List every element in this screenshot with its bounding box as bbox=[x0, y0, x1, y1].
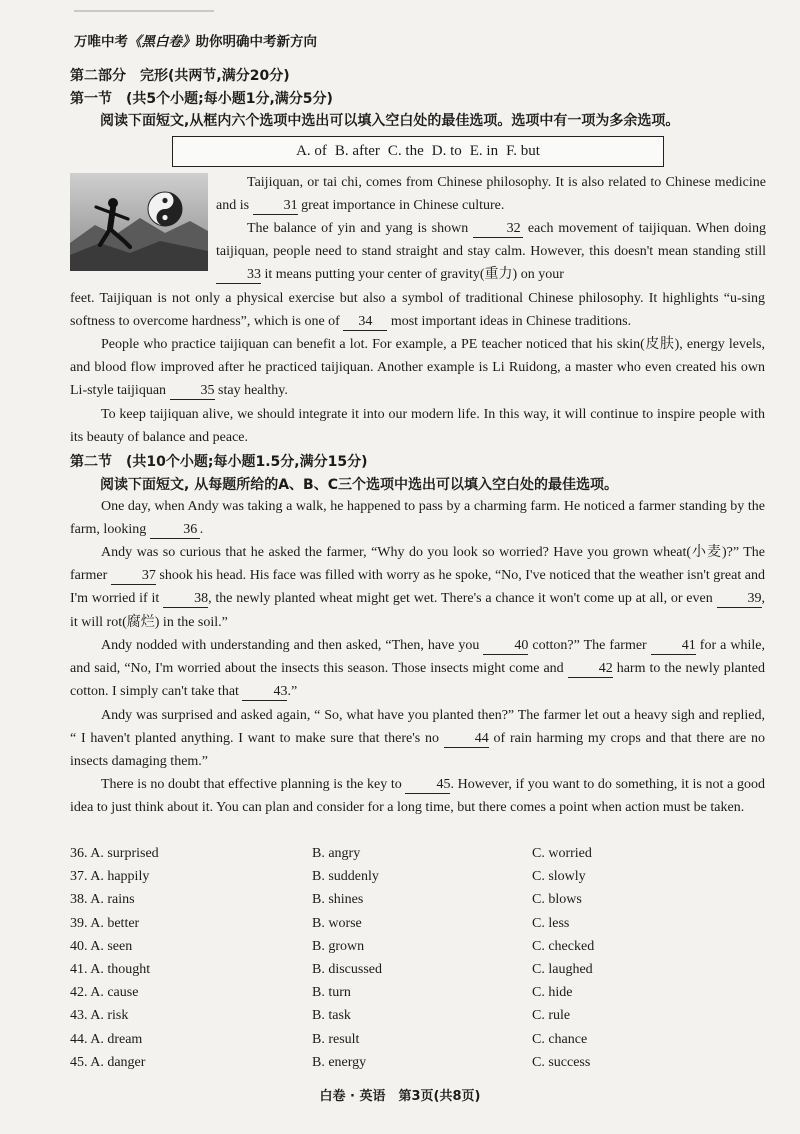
option-row bbox=[70, 1028, 770, 1051]
option-b bbox=[312, 888, 532, 911]
passage2-paragraph2: Andy was so curious that he asked the farmer, “Why do you look so worried? Have you grown wheat(小麦)?” The farmer 37 shook his head. His face was filled with worry as he spoke, “No, I've noticed that the weather isn't great and I'm worried if it 38, the newly planted wheat might get wet. There's a chance it won't come up at all, or even 39, it will rot(腐烂) in the soil.” bbox=[70, 545, 765, 630]
passage2-paragraph5: There is no doubt that effective planning is the key to 45. However, if you want to do something, it is not a good idea to just think about it. You can plan and consider for a long time, but there comes a point when action must be taken. bbox=[70, 777, 765, 816]
option-c bbox=[532, 842, 762, 865]
option-c bbox=[532, 958, 762, 981]
option-b bbox=[312, 912, 532, 935]
option-text: C. laughed bbox=[532, 961, 593, 977]
option-c bbox=[532, 1051, 762, 1074]
option-text: C. checked bbox=[532, 938, 595, 954]
answer-options-list bbox=[70, 842, 770, 1074]
option-text: A. cause bbox=[90, 985, 139, 1001]
question-number: 45. bbox=[70, 1054, 88, 1070]
option-row bbox=[70, 958, 770, 981]
option-c bbox=[532, 935, 762, 958]
option-row bbox=[70, 888, 770, 911]
part-title: 第二部分 完形(共两节,满分20分) bbox=[70, 68, 290, 84]
option-a: A. of bbox=[296, 143, 327, 159]
option-d: D. to bbox=[431, 143, 462, 159]
passage1-paragraph3: feet. Taijiquan is not only a physical exercise but also a symbol of traditional Chinese philosophy. It highlights “u-sing softness to overcome hardness”, which is one of 34 most important ideas in Chinese traditions. bbox=[70, 291, 765, 330]
option-text: C. success bbox=[532, 1054, 591, 1070]
option-c bbox=[532, 1004, 762, 1027]
question-number: 40. bbox=[70, 938, 88, 954]
option-text: B. worse bbox=[312, 915, 362, 931]
option-text: C. less bbox=[532, 915, 570, 931]
option-text: A. better bbox=[90, 915, 140, 931]
option-a bbox=[70, 842, 312, 865]
option-a bbox=[70, 865, 312, 888]
option-text: C. rule bbox=[532, 1008, 571, 1024]
option-text: A. risk bbox=[90, 1008, 129, 1024]
option-b bbox=[312, 958, 532, 981]
option-text: C. chance bbox=[532, 1031, 588, 1047]
question-number: 37. bbox=[70, 869, 88, 885]
page-header: 万唯中考《黑白卷》助你明确中考新方向 bbox=[74, 34, 317, 50]
option-row bbox=[70, 842, 770, 865]
option-row bbox=[70, 981, 770, 1004]
passage2-paragraph1: One day, when Andy was taking a walk, he happened to pass by a charming farm. He noticed a farmer standing by the farm, looking 36 . bbox=[70, 499, 765, 538]
option-c: C. the bbox=[387, 143, 424, 159]
option-b bbox=[312, 935, 532, 958]
option-b bbox=[312, 842, 532, 865]
option-text: A. danger bbox=[90, 1054, 146, 1070]
option-a bbox=[70, 1004, 312, 1027]
question-number: 36. bbox=[70, 846, 88, 861]
option-row bbox=[70, 1004, 770, 1027]
passage1-paragraph2: The balance of yin and yang is shown 32 each movement of taijiquan. When doing taijiquan, people need to stand straight and stay calm. However, this doesn't mean standing still 33 it means putting your center of gravity(重力) on your bbox=[216, 221, 767, 283]
option-b bbox=[312, 865, 532, 888]
option-a bbox=[70, 912, 312, 935]
question-number: 39. bbox=[70, 915, 88, 931]
option-text: B. suddenly bbox=[312, 869, 379, 885]
option-row bbox=[70, 1051, 770, 1074]
option-row bbox=[70, 935, 770, 958]
option-c bbox=[532, 888, 762, 911]
option-b bbox=[312, 981, 532, 1004]
option-text: A. happily bbox=[90, 869, 150, 885]
page-footer: 白卷 · 英语 第3页(共8页) bbox=[319, 1089, 481, 1104]
passage1-paragraph1: Taijiquan, or tai chi, comes from Chinese philosophy. It is also related to Chinese medicine and is 31 great importance in Chinese culture. bbox=[216, 175, 766, 214]
section1-title: 第一节 (共5个小题;每小题1分,满分5分) bbox=[70, 91, 333, 107]
option-text: A. seen bbox=[90, 938, 133, 954]
option-text: C. hide bbox=[532, 985, 573, 1001]
section1-instruction: 阅读下面短文,从框内六个选项中选出可以填入空白处的最佳选项。选项中有一项为多余选项。 bbox=[100, 113, 680, 129]
option-c bbox=[532, 912, 762, 935]
option-text: A. thought bbox=[90, 961, 151, 977]
section2-title: 第二节 (共10个小题;每小题1.5分,满分15分) bbox=[70, 454, 368, 470]
option-a bbox=[70, 888, 312, 911]
option-b bbox=[312, 1028, 532, 1051]
option-text: B. grown bbox=[312, 938, 365, 954]
passage1-paragraph4: People who practice taijiquan can benefit a lot. For example, a PE teacher noticed that his skin(皮肤), energy levels, and blood flow improved after he practiced taijiquan. Another example is Li Ruidong, a master who even created his own Li-style taijiquan 35 stay healthy. bbox=[70, 337, 765, 399]
question-number: 41. bbox=[70, 961, 88, 977]
question-number: 44. bbox=[70, 1031, 88, 1047]
option-b bbox=[312, 1004, 532, 1027]
option-c bbox=[532, 1028, 762, 1051]
option-c bbox=[532, 981, 762, 1004]
option-text: B. energy bbox=[312, 1054, 367, 1070]
divider bbox=[74, 10, 214, 12]
question-number: 43. bbox=[70, 1008, 88, 1024]
option-b bbox=[312, 1051, 532, 1074]
option-a bbox=[70, 1028, 312, 1051]
taijiquan-image bbox=[70, 173, 208, 271]
option-text: C. worried bbox=[532, 846, 592, 861]
option-text: B. shines bbox=[312, 892, 364, 908]
question-number: 38. bbox=[70, 892, 88, 908]
option-text: B. task bbox=[312, 1008, 351, 1024]
option-text: B. turn bbox=[312, 985, 351, 1001]
question-number: 42. bbox=[70, 985, 88, 1001]
passage2-paragraph3: Andy nodded with understanding and then asked, “Then, have you 40 cotton?” The farmer 41 for a while, and said, “No, I'm worried about the insects this season. Those insects might come and 42 harm to the newly planted cotton. I simply can't take that 43.” bbox=[70, 638, 765, 700]
option-text: A. rains bbox=[90, 892, 135, 908]
option-a bbox=[70, 958, 312, 981]
option-a bbox=[70, 935, 312, 958]
option-row bbox=[70, 865, 770, 888]
option-a bbox=[70, 981, 312, 1004]
option-a bbox=[70, 1051, 312, 1074]
option-text: B. angry bbox=[312, 846, 361, 861]
passage1-paragraph5: To keep taijiquan alive, we should integrate it into our modern life. In this way, it will continue to inspire people with its beauty of balance and peace. bbox=[70, 407, 765, 446]
option-text: A. surprised bbox=[90, 846, 159, 861]
option-f: F. but bbox=[506, 143, 540, 159]
option-row bbox=[70, 912, 770, 935]
word-options-box bbox=[172, 136, 664, 167]
option-c bbox=[532, 865, 762, 888]
section2-instruction: 阅读下面短文, 从每题所给的A、B、C三个选项中选出可以填入空白处的最佳选项。 bbox=[100, 477, 618, 493]
passage2-paragraph4: Andy was surprised and asked again, “ So, what have you planted then?” The farmer let out a heavy sigh and replied, “ I haven't planted anything. I want to make sure that there's no 44 of rain harming my crops and that there are no insects damaging them.” bbox=[70, 708, 765, 770]
option-text: C. blows bbox=[532, 892, 582, 908]
option-text: B. discussed bbox=[312, 961, 382, 977]
option-text: B. result bbox=[312, 1031, 360, 1047]
option-text: C. slowly bbox=[532, 869, 586, 885]
option-text: A. dream bbox=[90, 1031, 143, 1047]
option-b: B. after bbox=[334, 143, 380, 159]
option-e: E. in bbox=[469, 143, 499, 159]
